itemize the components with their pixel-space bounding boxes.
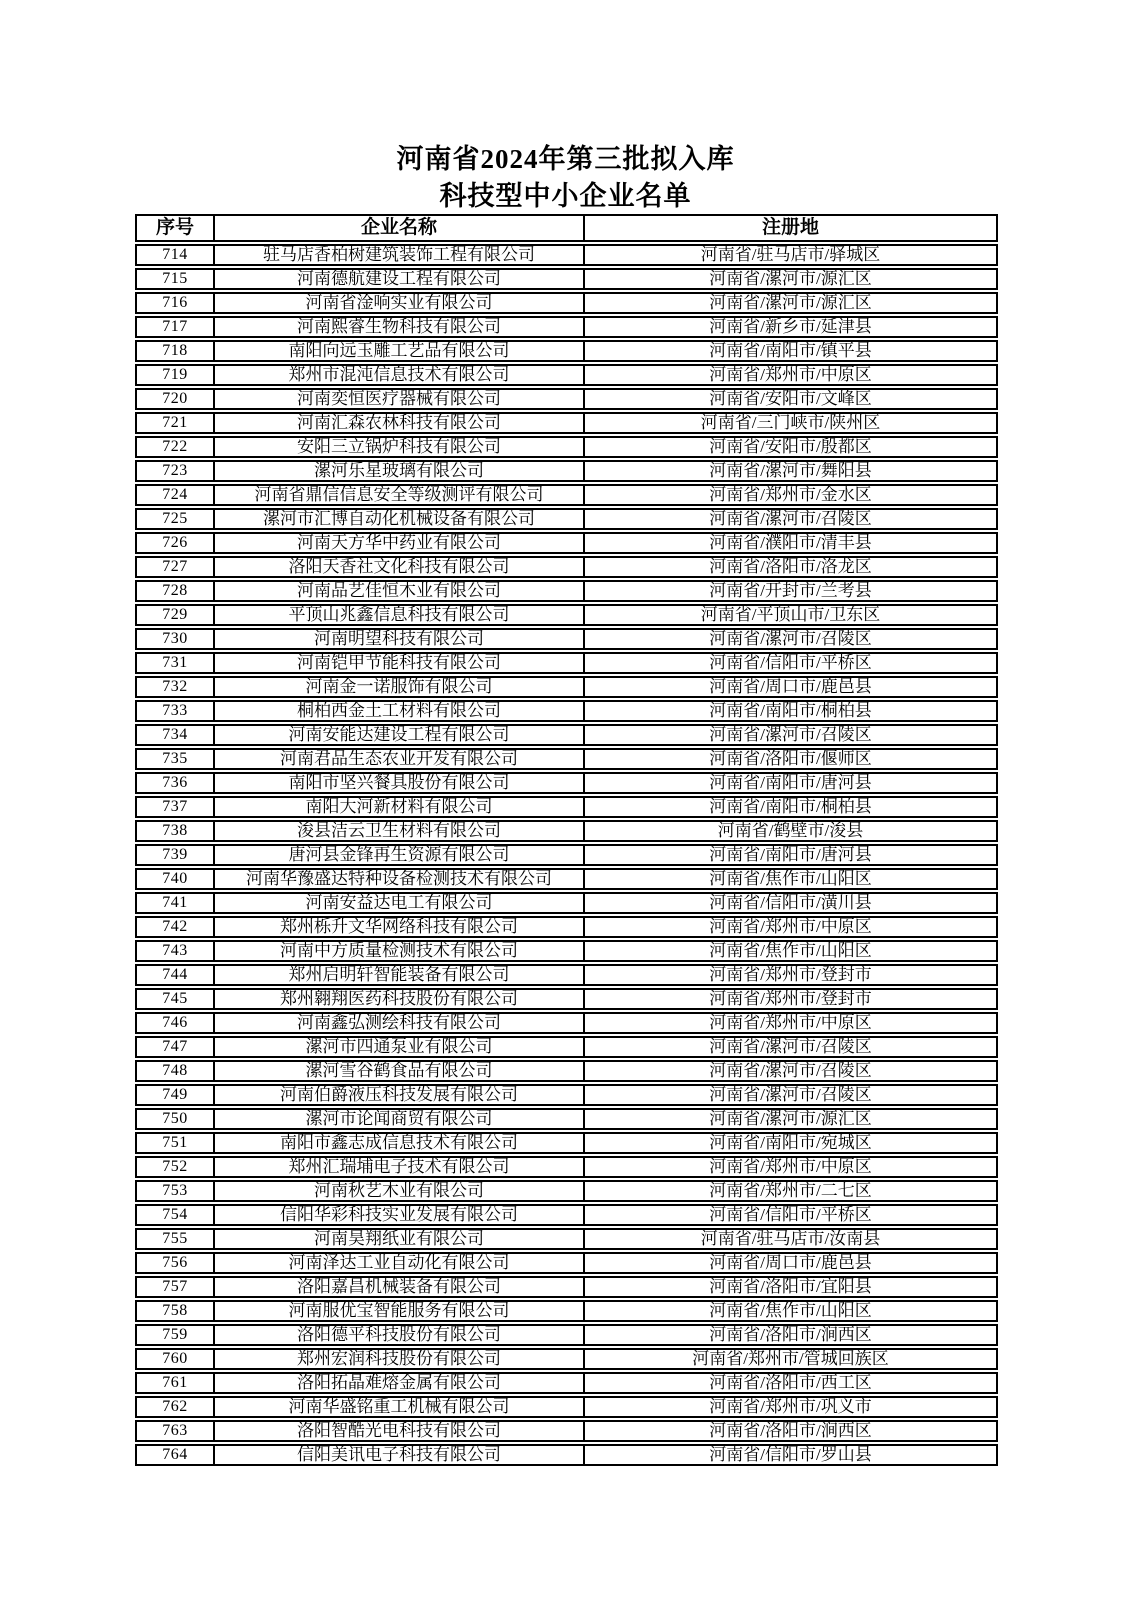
serial-cell: 739 [135, 844, 213, 866]
region-cell: 河南省/洛阳市/涧西区 [583, 1420, 998, 1442]
company-name-cell: 洛阳智酷光电科技有限公司 [213, 1420, 583, 1442]
company-name-cell: 河南明望科技有限公司 [213, 628, 583, 650]
serial-cell: 760 [135, 1348, 213, 1370]
table-row [135, 364, 998, 386]
serial-cell: 725 [135, 508, 213, 530]
region-cell: 河南省/漯河市/源汇区 [583, 1108, 998, 1130]
company-name-cell: 河南鑫弘测绘科技有限公司 [213, 1012, 583, 1034]
region-cell: 河南省/驻马店市/驿城区 [583, 244, 998, 266]
serial-cell: 741 [135, 892, 213, 914]
region-cell: 河南省/焦作市/山阳区 [583, 868, 998, 890]
region-cell: 河南省/郑州市/中原区 [583, 1156, 998, 1178]
region-cell: 河南省/漯河市/源汇区 [583, 268, 998, 290]
region-cell: 河南省/安阳市/文峰区 [583, 388, 998, 410]
company-name-cell: 洛阳嘉昌机械装备有限公司 [213, 1276, 583, 1298]
table-row [135, 1180, 998, 1202]
region-cell: 河南省/信阳市/平桥区 [583, 652, 998, 674]
table-row [135, 244, 998, 266]
table-row [135, 340, 998, 362]
serial-cell: 729 [135, 604, 213, 626]
table-row [135, 412, 998, 434]
region-cell: 河南省/郑州市/金水区 [583, 484, 998, 506]
company-name-cell: 河南天方华中药业有限公司 [213, 532, 583, 554]
table-row [135, 532, 998, 554]
table-row [135, 484, 998, 506]
serial-cell: 733 [135, 700, 213, 722]
company-name-cell: 平顶山兆鑫信息科技有限公司 [213, 604, 583, 626]
header-company-name: 企业名称 [213, 214, 583, 242]
region-cell: 河南省/郑州市/巩义市 [583, 1396, 998, 1418]
page-title-line2: 科技型中小企业名单 [439, 181, 692, 211]
company-name-cell: 驻马店香柏树建筑装饰工程有限公司 [213, 244, 583, 266]
table-row [135, 628, 998, 650]
company-name-cell: 郑州汇瑞埔电子技术有限公司 [213, 1156, 583, 1178]
company-name-cell: 漯河市论闻商贸有限公司 [213, 1108, 583, 1130]
serial-cell: 750 [135, 1108, 213, 1130]
company-table [135, 212, 998, 1468]
region-cell: 河南省/洛阳市/偃师区 [583, 748, 998, 770]
company-name-cell: 河南汇森农林科技有限公司 [213, 412, 583, 434]
company-name-cell: 信阳华彩科技实业发展有限公司 [213, 1204, 583, 1226]
company-name-cell: 河南铠甲节能科技有限公司 [213, 652, 583, 674]
company-name-cell: 河南伯爵液压科技发展有限公司 [213, 1084, 583, 1106]
region-cell: 河南省/信阳市/潢川县 [583, 892, 998, 914]
region-cell: 河南省/南阳市/唐河县 [583, 844, 998, 866]
company-name-cell: 安阳三立锅炉科技有限公司 [213, 436, 583, 458]
table-row [135, 1324, 998, 1346]
table-row [135, 604, 998, 626]
region-cell: 河南省/郑州市/中原区 [583, 364, 998, 386]
serial-cell: 744 [135, 964, 213, 986]
serial-cell: 756 [135, 1252, 213, 1274]
company-name-cell: 河南君品生态农业开发有限公司 [213, 748, 583, 770]
company-name-cell: 河南省鼎信信息安全等级测评有限公司 [213, 484, 583, 506]
table-row [135, 580, 998, 602]
serial-cell: 736 [135, 772, 213, 794]
serial-cell: 714 [135, 244, 213, 266]
region-cell: 河南省/濮阳市/清丰县 [583, 532, 998, 554]
company-name-cell: 信阳美讯电子科技有限公司 [213, 1444, 583, 1466]
region-cell: 河南省/洛阳市/宜阳县 [583, 1276, 998, 1298]
table-row [135, 1204, 998, 1226]
region-cell: 河南省/洛阳市/西工区 [583, 1372, 998, 1394]
table-header [135, 214, 998, 242]
company-name-cell: 漯河雪谷鹤食品有限公司 [213, 1060, 583, 1082]
company-name-cell: 唐河县金锋再生资源有限公司 [213, 844, 583, 866]
table-row [135, 892, 998, 914]
table-row [135, 1012, 998, 1034]
serial-cell: 748 [135, 1060, 213, 1082]
region-cell: 河南省/周口市/鹿邑县 [583, 676, 998, 698]
company-name-cell: 郑州启明轩智能装备有限公司 [213, 964, 583, 986]
serial-cell: 758 [135, 1300, 213, 1322]
table-row [135, 316, 998, 338]
region-cell: 河南省/信阳市/罗山县 [583, 1444, 998, 1466]
company-name-cell: 南阳市鑫志成信息技术有限公司 [213, 1132, 583, 1154]
region-cell: 河南省/焦作市/山阳区 [583, 940, 998, 962]
page-title [0, 141, 1131, 215]
serial-cell: 763 [135, 1420, 213, 1442]
table-row [135, 268, 998, 290]
region-cell: 河南省/漯河市/召陵区 [583, 508, 998, 530]
region-cell: 河南省/漯河市/召陵区 [583, 628, 998, 650]
table-row [135, 1252, 998, 1274]
company-name-cell: 河南熙睿生物科技有限公司 [213, 316, 583, 338]
table-row [135, 1156, 998, 1178]
company-name-cell: 漯河市汇博自动化机械设备有限公司 [213, 508, 583, 530]
table-row [135, 1300, 998, 1322]
company-name-cell: 南阳向远玉雕工艺品有限公司 [213, 340, 583, 362]
serial-cell: 718 [135, 340, 213, 362]
region-cell: 河南省/新乡市/延津县 [583, 316, 998, 338]
serial-cell: 722 [135, 436, 213, 458]
table-row [135, 964, 998, 986]
table-row [135, 436, 998, 458]
serial-cell: 762 [135, 1396, 213, 1418]
serial-cell: 751 [135, 1132, 213, 1154]
serial-cell: 726 [135, 532, 213, 554]
company-name-cell: 洛阳德平科技股份有限公司 [213, 1324, 583, 1346]
region-cell: 河南省/洛阳市/洛龙区 [583, 556, 998, 578]
region-cell: 河南省/开封市/兰考县 [583, 580, 998, 602]
company-name-cell: 桐柏西金土工材料有限公司 [213, 700, 583, 722]
table-row [135, 1108, 998, 1130]
region-cell: 河南省/三门峡市/陕州区 [583, 412, 998, 434]
serial-cell: 721 [135, 412, 213, 434]
serial-cell: 747 [135, 1036, 213, 1058]
header-row [135, 214, 998, 242]
region-cell: 河南省/南阳市/唐河县 [583, 772, 998, 794]
serial-cell: 746 [135, 1012, 213, 1034]
serial-cell: 754 [135, 1204, 213, 1226]
serial-cell: 743 [135, 940, 213, 962]
company-name-cell: 郑州翱翔医药科技股份有限公司 [213, 988, 583, 1010]
region-cell: 河南省/郑州市/中原区 [583, 1012, 998, 1034]
table-row [135, 1084, 998, 1106]
company-name-cell: 郑州栎升文华网络科技有限公司 [213, 916, 583, 938]
serial-cell: 745 [135, 988, 213, 1010]
table-row [135, 388, 998, 410]
table-row [135, 1060, 998, 1082]
region-cell: 河南省/郑州市/二七区 [583, 1180, 998, 1202]
table-row [135, 820, 998, 842]
region-cell: 河南省/郑州市/登封市 [583, 988, 998, 1010]
company-name-cell: 河南省淦响实业有限公司 [213, 292, 583, 314]
table-row [135, 292, 998, 314]
company-name-cell: 河南秋艺木业有限公司 [213, 1180, 583, 1202]
table-row [135, 556, 998, 578]
region-cell: 河南省/信阳市/平桥区 [583, 1204, 998, 1226]
serial-cell: 731 [135, 652, 213, 674]
serial-cell: 720 [135, 388, 213, 410]
region-cell: 河南省/驻马店市/汝南县 [583, 1228, 998, 1250]
serial-cell: 730 [135, 628, 213, 650]
company-name-cell: 河南服优宝智能服务有限公司 [213, 1300, 583, 1322]
serial-cell: 719 [135, 364, 213, 386]
region-cell: 河南省/郑州市/管城回族区 [583, 1348, 998, 1370]
serial-cell: 749 [135, 1084, 213, 1106]
region-cell: 河南省/漯河市/召陵区 [583, 1036, 998, 1058]
company-name-cell: 河南品艺佳恒木业有限公司 [213, 580, 583, 602]
serial-cell: 717 [135, 316, 213, 338]
company-name-cell: 河南奕恒医疗器械有限公司 [213, 388, 583, 410]
table-row [135, 1444, 998, 1466]
table-row [135, 940, 998, 962]
table-row [135, 868, 998, 890]
region-cell: 河南省/平顶山市/卫东区 [583, 604, 998, 626]
serial-cell: 752 [135, 1156, 213, 1178]
table-row [135, 916, 998, 938]
region-cell: 河南省/漯河市/召陵区 [583, 724, 998, 746]
table-row [135, 1036, 998, 1058]
serial-cell: 757 [135, 1276, 213, 1298]
company-name-cell: 郑州市混沌信息技术有限公司 [213, 364, 583, 386]
table-row [135, 1372, 998, 1394]
serial-cell: 734 [135, 724, 213, 746]
serial-cell: 735 [135, 748, 213, 770]
company-name-cell: 河南泽达工业自动化有限公司 [213, 1252, 583, 1274]
company-name-cell: 南阳市坚兴餐具股份有限公司 [213, 772, 583, 794]
serial-cell: 732 [135, 676, 213, 698]
serial-cell: 759 [135, 1324, 213, 1346]
region-cell: 河南省/安阳市/殷都区 [583, 436, 998, 458]
company-name-cell: 郑州宏润科技股份有限公司 [213, 1348, 583, 1370]
serial-cell: 738 [135, 820, 213, 842]
region-cell: 河南省/郑州市/中原区 [583, 916, 998, 938]
region-cell: 河南省/漯河市/舞阳县 [583, 460, 998, 482]
table-row [135, 1276, 998, 1298]
table-row [135, 508, 998, 530]
region-cell: 河南省/南阳市/桐柏县 [583, 796, 998, 818]
region-cell: 河南省/周口市/鹿邑县 [583, 1252, 998, 1274]
company-name-cell: 河南金一诺服饰有限公司 [213, 676, 583, 698]
company-name-cell: 河南华盛铭重工机械有限公司 [213, 1396, 583, 1418]
table-row [135, 748, 998, 770]
serial-cell: 740 [135, 868, 213, 890]
table-row [135, 676, 998, 698]
serial-cell: 724 [135, 484, 213, 506]
serial-cell: 761 [135, 1372, 213, 1394]
company-name-cell: 洛阳拓晶难熔金属有限公司 [213, 1372, 583, 1394]
region-cell: 河南省/漯河市/召陵区 [583, 1084, 998, 1106]
region-cell: 河南省/南阳市/镇平县 [583, 340, 998, 362]
table-body [135, 244, 998, 1466]
company-name-cell: 河南安能达建设工程有限公司 [213, 724, 583, 746]
serial-cell: 737 [135, 796, 213, 818]
table-row [135, 652, 998, 674]
serial-cell: 723 [135, 460, 213, 482]
table-row [135, 1396, 998, 1418]
company-name-cell: 南阳大河新材料有限公司 [213, 796, 583, 818]
table-row [135, 1420, 998, 1442]
company-name-cell: 河南中方质量检测技术有限公司 [213, 940, 583, 962]
table-row [135, 796, 998, 818]
region-cell: 河南省/焦作市/山阳区 [583, 1300, 998, 1322]
company-name-cell: 河南华豫盛达特种设备检测技术有限公司 [213, 868, 583, 890]
region-cell: 河南省/南阳市/桐柏县 [583, 700, 998, 722]
company-name-cell: 洛阳天香社文化科技有限公司 [213, 556, 583, 578]
company-name-cell: 漯河市四通泵业有限公司 [213, 1036, 583, 1058]
table-row [135, 772, 998, 794]
company-name-cell: 河南安益达电工有限公司 [213, 892, 583, 914]
company-name-cell: 河南昊翔纸业有限公司 [213, 1228, 583, 1250]
serial-cell: 715 [135, 268, 213, 290]
region-cell: 河南省/漯河市/召陵区 [583, 1060, 998, 1082]
company-name-cell: 漯河乐星玻璃有限公司 [213, 460, 583, 482]
company-name-cell: 河南德航建设工程有限公司 [213, 268, 583, 290]
header-serial: 序号 [135, 214, 213, 242]
table-row [135, 460, 998, 482]
serial-cell: 716 [135, 292, 213, 314]
region-cell: 河南省/鹤壁市/浚县 [583, 820, 998, 842]
region-cell: 河南省/洛阳市/涧西区 [583, 1324, 998, 1346]
region-cell: 河南省/南阳市/宛城区 [583, 1132, 998, 1154]
header-region: 注册地 [583, 214, 998, 242]
serial-cell: 753 [135, 1180, 213, 1202]
serial-cell: 728 [135, 580, 213, 602]
region-cell: 河南省/郑州市/登封市 [583, 964, 998, 986]
table-row [135, 1132, 998, 1154]
table-row [135, 844, 998, 866]
table-row [135, 1228, 998, 1250]
serial-cell: 727 [135, 556, 213, 578]
table-row [135, 700, 998, 722]
table-row [135, 988, 998, 1010]
serial-cell: 764 [135, 1444, 213, 1466]
page-title-line1: 河南省2024年第三批拟入库 [396, 144, 735, 174]
serial-cell: 755 [135, 1228, 213, 1250]
serial-cell: 742 [135, 916, 213, 938]
region-cell: 河南省/漯河市/源汇区 [583, 292, 998, 314]
table-row [135, 1348, 998, 1370]
table-row [135, 724, 998, 746]
company-name-cell: 浚县洁云卫生材料有限公司 [213, 820, 583, 842]
